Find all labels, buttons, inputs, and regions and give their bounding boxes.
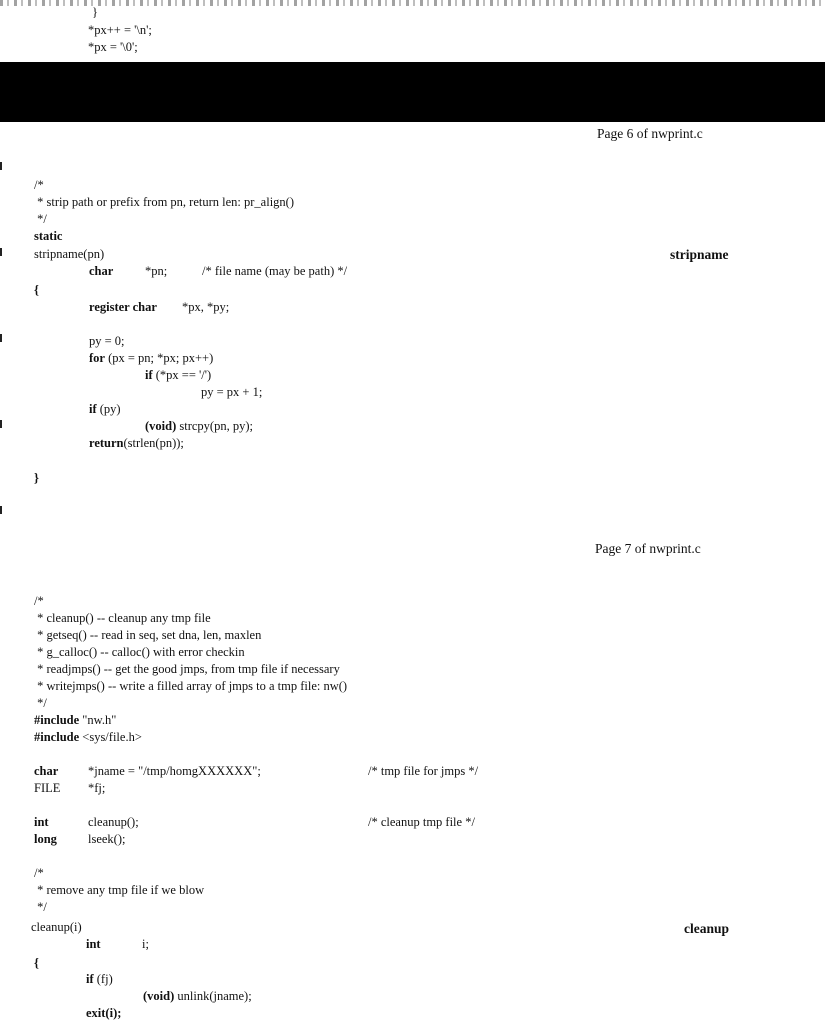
include-line: #include <sys/file.h> (34, 730, 142, 744)
comment-line: * remove any tmp file if we blow (34, 883, 205, 897)
code-line: *px++ = '\n'; (88, 23, 152, 37)
comment-line: * g_calloc() -- calloc() with error checkin (34, 645, 245, 659)
comment-line: * getseq() -- read in seq, set dna, len, maxlen (34, 628, 262, 642)
code-token: lseek(); (88, 832, 126, 846)
keyword: static (34, 229, 63, 243)
code-line: py = px + 1; (201, 385, 263, 399)
code-line: py = 0; (89, 334, 125, 348)
comment-line: * writejmps() -- write a filled array of jmps to a tmp file: nw() (34, 679, 348, 693)
comment-line: */ (34, 696, 47, 710)
function-label: stripname (670, 247, 729, 262)
comment-line: */ (34, 900, 47, 914)
scan-artifact-strip (0, 0, 825, 6)
comment-line: /* cleanup tmp file */ (368, 815, 475, 829)
comment-line: */ (34, 212, 47, 226)
code-token: *px, *py; (182, 300, 230, 314)
keyword: register char (89, 300, 157, 314)
comment-line: /* (34, 178, 44, 192)
code-token: *fj; (88, 781, 106, 795)
function-signature: cleanup(i) (31, 920, 82, 934)
include-line: #include "nw.h" (34, 713, 117, 727)
keyword: int (34, 815, 49, 829)
code-line: for (px = pn; *px; px++) (89, 351, 214, 365)
code-line: return(strlen(pn)); (89, 436, 184, 450)
redaction-band (0, 62, 825, 122)
comment-line: /* file name (may be path) */ (202, 264, 348, 278)
function-signature: stripname(pn) (34, 247, 105, 261)
page-header: Page 7 of nwprint.c (595, 541, 701, 556)
keyword: char (34, 764, 59, 778)
code-token: i; (142, 937, 149, 951)
code-token: *pn; (145, 264, 168, 278)
code-line: } (92, 5, 98, 19)
code-line: (void) unlink(jname); (143, 989, 252, 1003)
keyword: int (86, 937, 101, 951)
comment-line: /* (34, 594, 44, 608)
brace: { (34, 956, 39, 970)
code-line: if (py) (89, 402, 121, 416)
code-line: *px = '\0'; (88, 40, 138, 54)
brace: } (34, 471, 39, 485)
margin-mark (0, 162, 2, 170)
margin-mark (0, 248, 2, 256)
code-line: exit(i); (86, 1006, 122, 1020)
code-token: FILE (34, 781, 61, 795)
comment-line: /* (34, 866, 44, 880)
keyword: long (34, 832, 57, 846)
code-token: cleanup(); (88, 815, 139, 829)
keyword: char (89, 264, 114, 278)
comment-line: * readjmps() -- get the good jmps, from tmp file if necessary (34, 662, 340, 676)
margin-mark (0, 334, 2, 342)
margin-mark (0, 506, 2, 514)
function-label: cleanup (684, 921, 730, 936)
code-token: *jname = "/tmp/homgXXXXXX"; (88, 764, 261, 778)
code-line: if (fj) (86, 972, 113, 986)
margin-mark (0, 420, 2, 428)
page-header: Page 6 of nwprint.c (597, 126, 703, 141)
comment-line: /* tmp file for jmps */ (368, 764, 479, 778)
code-line: (void) strcpy(pn, py); (145, 419, 253, 433)
code-line: if (*px == '/') (145, 368, 212, 382)
brace: { (34, 283, 39, 297)
comment-line: * cleanup() -- cleanup any tmp file (34, 611, 211, 625)
comment-line: * strip path or prefix from pn, return len: pr_align() (34, 195, 294, 209)
